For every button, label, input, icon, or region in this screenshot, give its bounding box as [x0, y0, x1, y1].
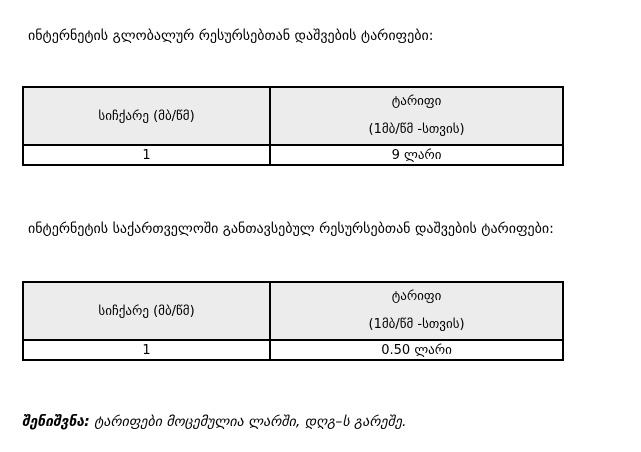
table-header-row [23, 87, 563, 145]
price-cell: 9 ლარი [270, 145, 563, 165]
speed-cell: 1 [23, 145, 270, 165]
table-header-row [23, 282, 563, 340]
price-column-header [270, 282, 563, 340]
price-cell: 0.50 ლარი [270, 340, 563, 360]
price-header-title: ტარიფი [391, 289, 442, 304]
local-tariffs-table [22, 281, 564, 361]
price-column-header [270, 87, 563, 145]
price-header-unit: (1მბ/წმ -სთვის) [368, 122, 465, 137]
global-tariffs-table [22, 86, 564, 166]
note-label: შენიშვნა: [22, 414, 90, 430]
note-text: ტარიფები მოცემულია ლარში, დღგ–ს გარეშე. [89, 414, 407, 430]
table-row [23, 340, 563, 360]
tariff-note [22, 414, 406, 430]
speed-column-header: სიჩქარე (მბ/წმ) [23, 87, 270, 145]
global-tariffs-heading: ინტერნეტის გლობალურ რესურსებთან დაშვების ტარიფები: [28, 28, 434, 44]
price-header-unit: (1მბ/წმ -სთვის) [368, 317, 465, 332]
table-row [23, 145, 563, 165]
speed-column-header: სიჩქარე (მბ/წმ) [23, 282, 270, 340]
speed-cell: 1 [23, 340, 270, 360]
price-header-title: ტარიფი [391, 94, 442, 109]
local-tariffs-heading: ინტერნეტის საქართველოში განთავსებულ რესურსებთან დაშვების ტარიფები: [28, 221, 554, 237]
